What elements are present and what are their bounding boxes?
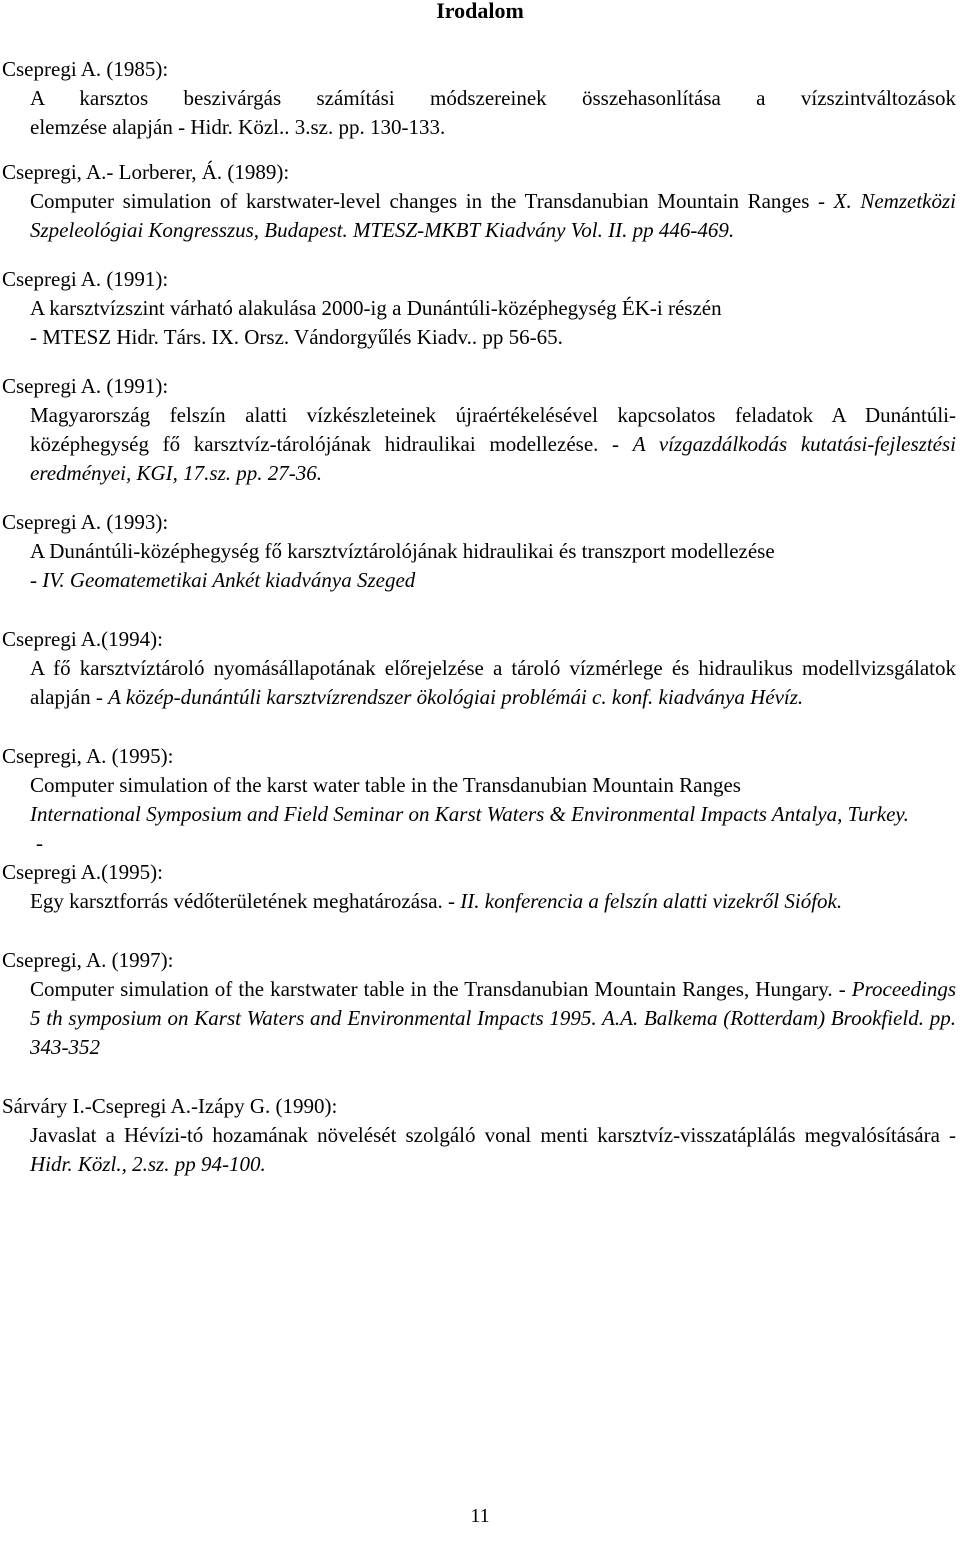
reference-author: Csepregi A.(1994): [2,627,163,651]
reference-author: Csepregi A. (1985): [2,57,169,81]
reference-title-line: A karsztos beszivárgás számítási módszereinek összehasonlítása a vízszintváltozások [30,86,956,110]
reference-title: A karsztvízszint várható alakulása 2000-ig a Dunántúli-középhegység ÉK-i részén [30,296,722,320]
reference-title: Computer simulation of the karst water table in the Transdanubian Mountain Ranges [30,773,741,797]
reference-source: Proceedings 5 th symposium on Karst Waters and Environmental Impacts 1995. A.A. Balkema (Rotterdam) Brookfield. pp. 343-352 [30,977,956,1059]
reference-item [2,372,956,488]
reference-source: International Symposium and Field Seminar on Karst Waters & Environmental Impacts Antalya, Turkey. [30,802,909,826]
reference-author: Csepregi, A.- Lorberer, Á. (1989): [2,160,290,184]
reference-body [2,566,956,595]
reference-body [2,887,956,916]
reference-body [2,187,956,245]
reference-source: II. konferencia a felszín alatti vizekről Siófok. [460,889,843,913]
reference-item [2,55,956,142]
reference-author: Sárváry I.-Csepregi A.-Izápy G. (1990): [2,1094,338,1118]
reference-item [2,265,956,352]
reference-item [2,625,956,712]
reference-source: Hidr. Közl., 2.sz. pp 94-100. [30,1152,266,1176]
reference-prefix: - [30,568,43,592]
reference-item [2,1092,956,1179]
page-number: 11 [470,1505,490,1527]
reference-list [2,55,956,1193]
reference-item [2,158,956,245]
reference-title: Egy karsztforrás védőterületének meghatározása. - [30,889,461,913]
reference-item [2,858,956,916]
reference-title: A Dunántúli-középhegység fő karsztvíztárolójának hidraulikai és transzport modellezése [30,539,775,563]
reference-author: Csepregi, A. (1995): [2,744,174,768]
reference-author: Csepregi A. (1991): [2,267,169,291]
reference-author: Csepregi A. (1993): [2,510,169,534]
reference-body [2,975,956,1062]
reference-source: A közép-dunántúli karsztvízrendszer ökológiai problémái c. konf. kiadványa Hévíz. [108,685,804,709]
reference-body [2,401,956,488]
reference-source: X. Nemzetközi Szpeleológiai Kongresszus, Budapest. MTESZ-MKBT Kiadvány Vol. II. pp 446-469. [30,189,956,242]
reference-title-continuation: - MTESZ Hidr. Társ. IX. Orsz. Vándorgyűlés Kiadv.. pp 56-65. [30,325,563,349]
reference-title: Computer simulation of karstwater-level changes in the Transdanubian Mountain Ranges - [30,189,834,213]
reference-body [2,654,956,712]
reference-title: Javaslat a Hévízi-tó hozamának növelését szolgáló vonal menti karsztvíz-visszatáplálás megvalósítására - [30,1123,956,1147]
page-title: Irodalom [436,0,524,23]
reference-item [2,742,956,858]
reference-title: Computer simulation of the karstwater table in the Transdanubian Mountain Ranges, Hungary. - [30,977,852,1001]
reference-source: IV. Geomatemetikai Ankét kiadványa Szeged [42,568,416,592]
reference-title: A fő karsztvíztároló nyomásállapotának előrejelzése a tároló vízmérlege és hidraulikus modellvizsgálatok alapján - [30,656,956,709]
reference-author: Csepregi A.(1995): [2,860,163,884]
reference-item [2,508,956,595]
reference-title: Magyarország felszín alatti vízkészleteinek újraértékelésével kapcsolatos feladatok A Dunántúli-középhegység fő karsztvíz-tárolójának hidraulikai modellezése. - [30,403,956,456]
reference-title-line: elemzése alapján - Hidr. Közl.. 3.sz. pp. 130-133. [30,115,446,139]
reference-author: Csepregi A. (1991): [2,374,169,398]
reference-body [2,1121,956,1179]
reference-trailing-dash: - [36,831,43,855]
reference-author: Csepregi, A. (1997): [2,948,174,972]
reference-source: A vízgazdálkodás kutatási-fejlesztési eredményei, KGI, 17.sz. pp. 27-36. [30,432,956,485]
reference-item [2,946,956,1062]
